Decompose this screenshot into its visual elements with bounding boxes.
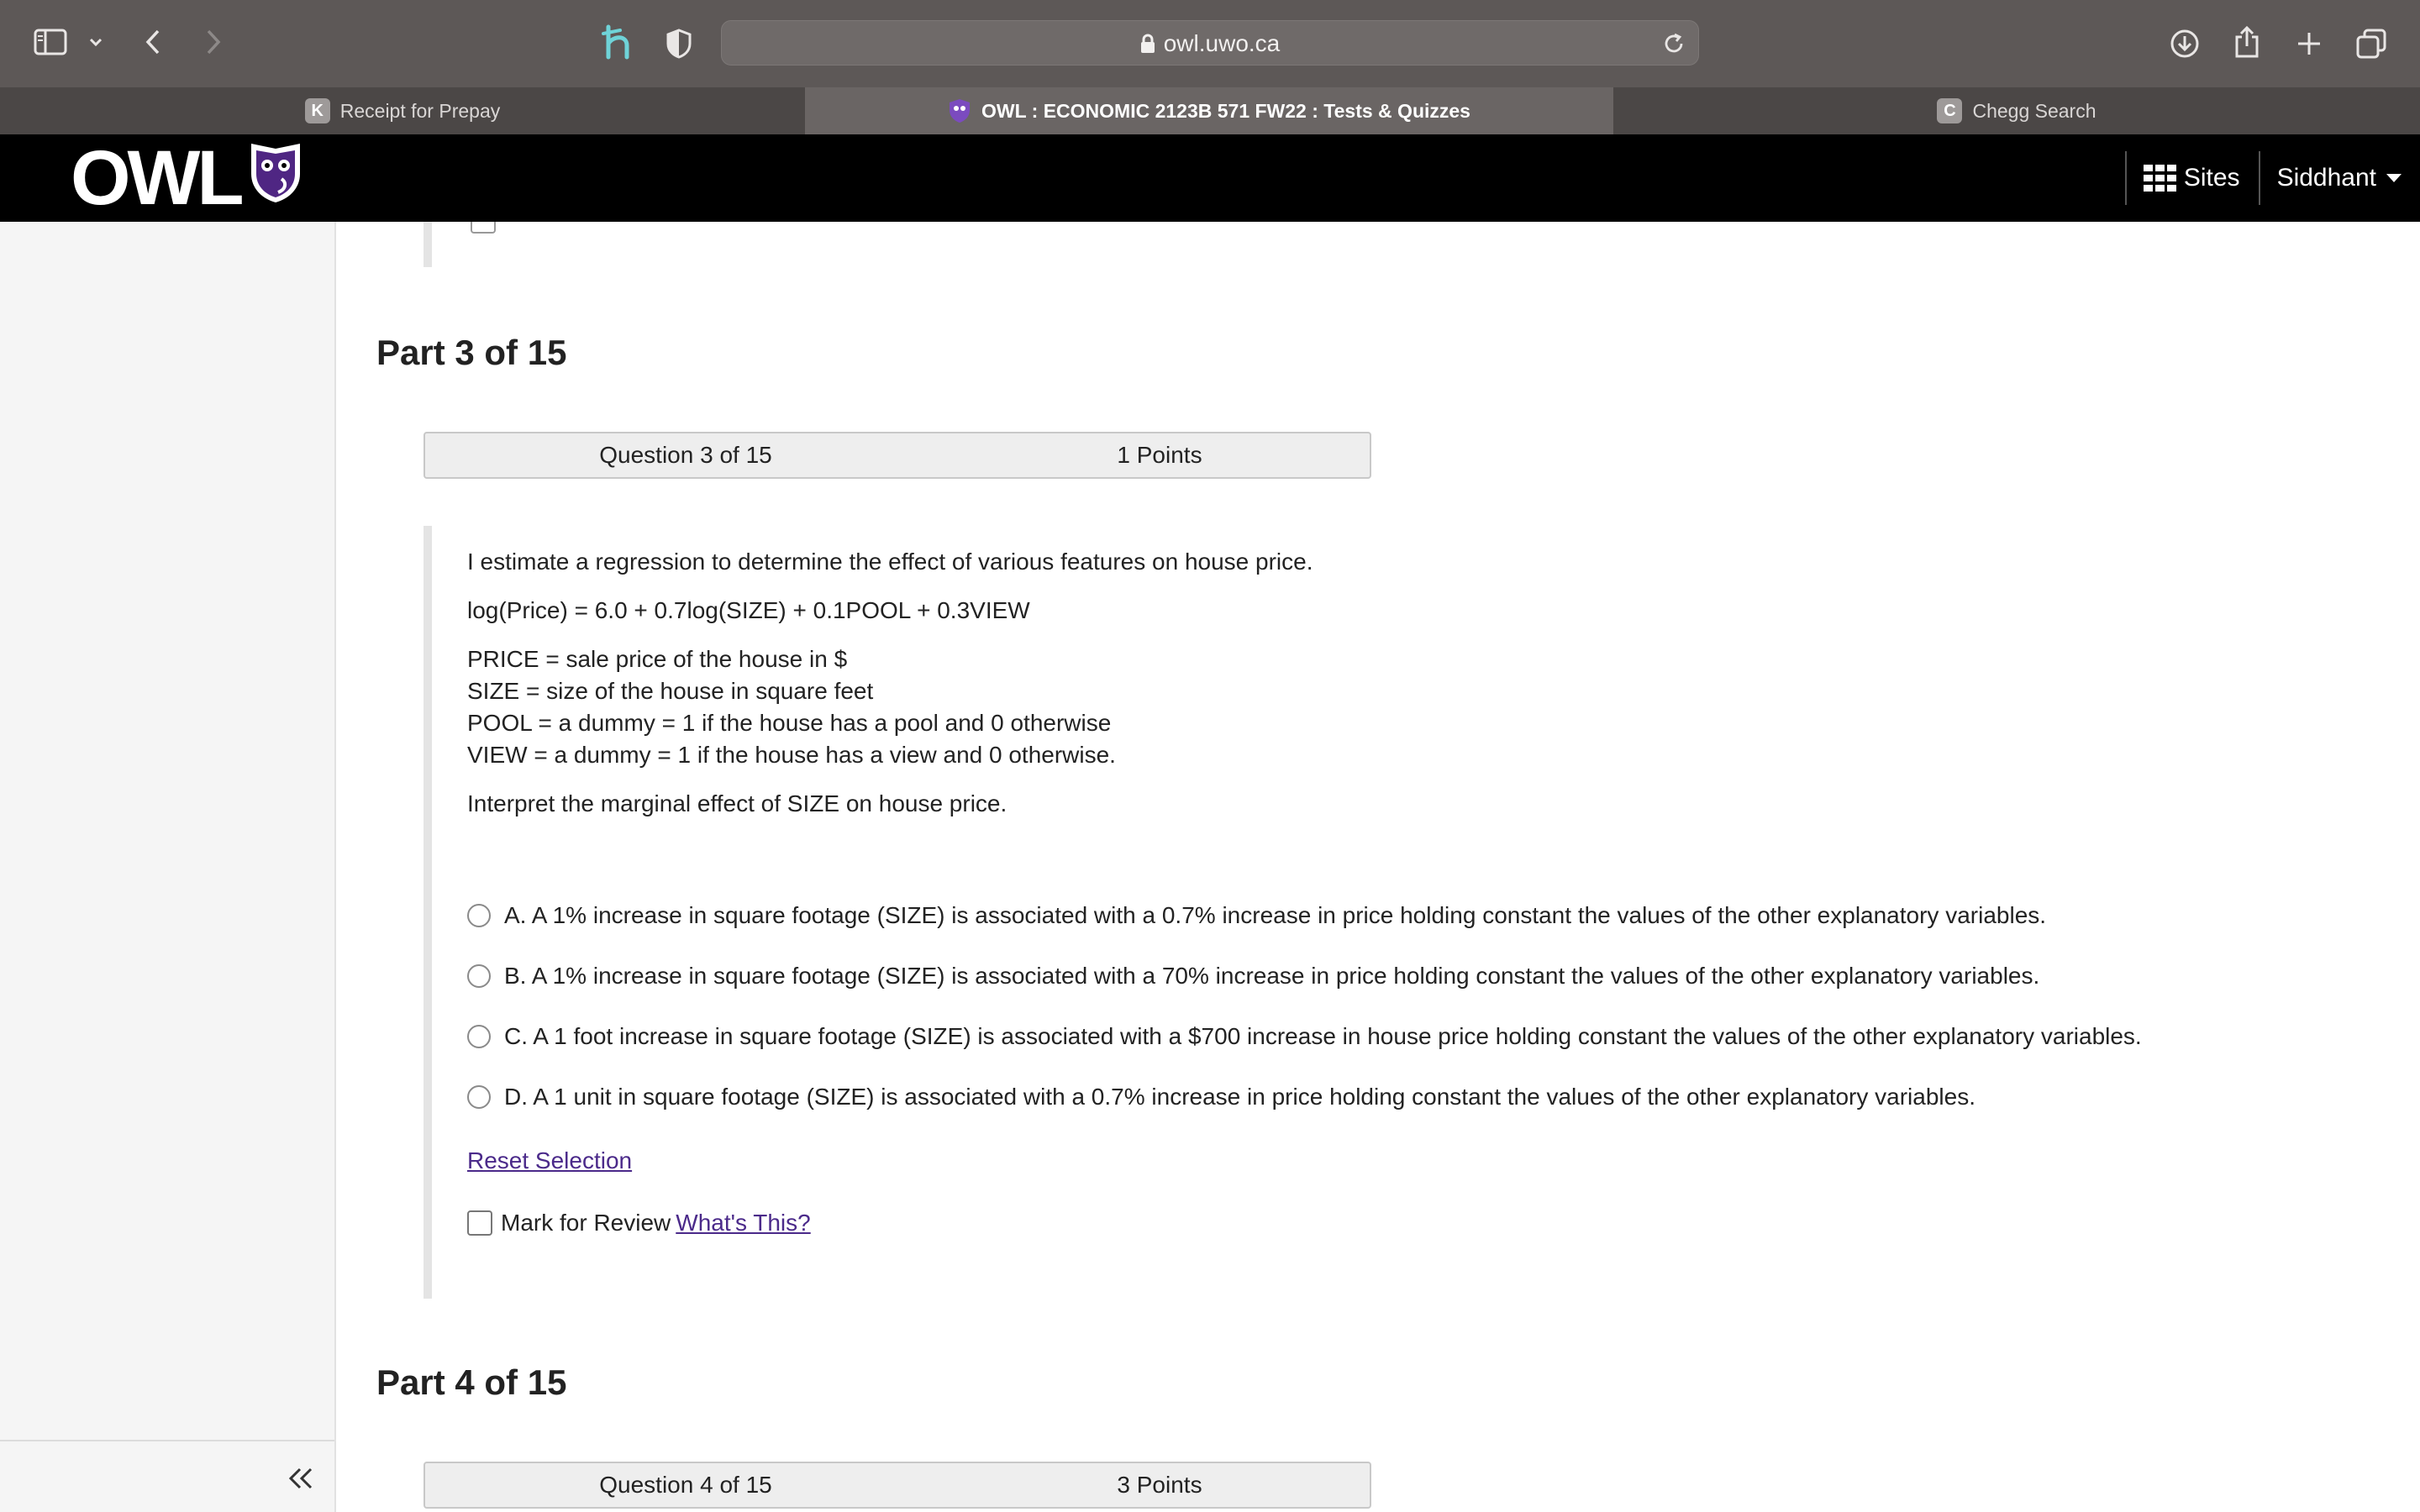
left-sidebar [0,222,336,1512]
reset-selection-link[interactable]: Reset Selection [467,1147,633,1173]
question-points: 1 Points [1117,442,1202,468]
download-icon[interactable] [2166,25,2203,62]
question-text: Interpret the marginal effect of SIZE on house price. [467,790,1007,816]
answer-option-a[interactable] [467,897,2046,934]
tab-favicon-k: K [305,98,330,123]
browser-toolbar [0,0,2420,89]
sites-label: Sites [2183,164,2240,192]
question-header [424,432,1371,479]
regression-equation: log(Price) = 6.0 + 0.7log(SIZE) + 0.1POOL + 0.3VIEW [467,597,1030,623]
tab-receipt[interactable] [0,87,805,134]
radio-button[interactable] [467,904,491,927]
tab-bar [0,87,2420,134]
grid-icon [2144,165,2177,192]
sites-button[interactable] [2127,164,2259,192]
question-prompt: I estimate a regression to determine the effect of various features on house price. [467,549,1313,575]
back-icon[interactable] [136,25,170,59]
definition-line: POOL = a dummy = 1 if the house has a pool and 0 otherwise [467,710,1112,736]
answer-label: C. A 1 foot increase in square footage (SIZE) is associated with a $700 increase in house price holding constant the values of the other explanatory variables. [504,1023,2142,1049]
definition-line: SIZE = size of the house in square feet [467,678,874,704]
quiz-content [336,222,2420,1512]
mark-for-review [467,1210,811,1236]
new-tab-icon[interactable] [2291,25,2328,62]
tab-label: Receipt for Prepay [339,99,501,122]
header-actions [2125,134,2420,222]
tab-chegg[interactable] [1613,87,2420,134]
owl-header [0,134,2420,222]
address-bar[interactable] [721,20,1699,66]
answer-label: D. A 1 unit in square footage (SIZE) is associated with a 0.7% increase in price holding constant the values of the other explanatory variables. [504,1084,1975,1110]
chevron-down-icon[interactable] [84,30,108,54]
owl-logo[interactable] [71,134,303,221]
reload-icon[interactable] [1660,29,1688,58]
question-number: Question 4 of 15 [599,1472,772,1498]
mark-for-review-label: Mark for Review [501,1210,671,1236]
radio-button[interactable] [467,964,491,988]
radio-button[interactable] [467,1025,491,1048]
sidebar-footer [0,1440,334,1512]
question-points: 3 Points [1117,1472,1202,1498]
url-text [722,21,1698,66]
user-menu-button[interactable] [2260,164,2420,192]
logo-text: OWL [71,134,241,221]
whats-this-link[interactable]: What's This? [676,1210,811,1236]
question-header [424,1462,1371,1509]
answer-option-b[interactable] [467,958,2039,995]
caret-down-icon [2386,174,2402,182]
tab-owl-quizzes[interactable] [805,87,1613,134]
part-title: Part 4 of 15 [376,1362,567,1402]
forward-icon[interactable] [197,25,230,59]
part-title: Part 3 of 15 [376,333,567,372]
sidebar-icon[interactable] [32,25,69,59]
definition-line: PRICE = sale price of the house in $ [467,646,848,672]
share-icon[interactable] [2228,22,2265,62]
definition-line: VIEW = a dummy = 1 if the house has a view and 0 otherwise. [467,742,1116,768]
answer-option-c[interactable] [467,1018,2142,1055]
mark-for-review-checkbox[interactable] [467,1210,492,1236]
tab-favicon-c: C [1937,98,1962,123]
radio-button[interactable] [467,1085,491,1109]
answer-label: B. A 1% increase in square footage (SIZE) is associated with a 70% increase in price holding constant the values of the other explanatory variables. [504,963,2040,989]
answer-label: A. A 1% increase in square footage (SIZE) is associated with a 0.7% increase in price holding constant the values of the other explanatory variables. [504,902,2047,928]
url-label: owl.uwo.ca [1163,30,1281,56]
tab-label: OWL : ECONOMIC 2123B 571 FW22 : Tests & Quizzes [981,99,1470,122]
owl-shield-icon [948,98,971,123]
owl-mascot-icon [248,134,303,223]
privacy-shield-icon[interactable] [662,25,696,62]
question-body [424,526,2365,1299]
collapse-sidebar-icon[interactable] [282,1460,319,1497]
user-name: Siddhant [2276,164,2376,192]
answer-option-d[interactable] [467,1079,1975,1116]
previous-question-border [424,222,432,267]
previous-checkbox-fragment [471,222,496,234]
tab-overview-icon[interactable] [2353,25,2390,62]
lock-icon [1140,34,1155,54]
variable-definitions [467,643,1116,771]
honey-icon[interactable] [598,22,639,62]
tab-label: Chegg Search [1972,99,2096,122]
question-number: Question 3 of 15 [599,442,772,468]
